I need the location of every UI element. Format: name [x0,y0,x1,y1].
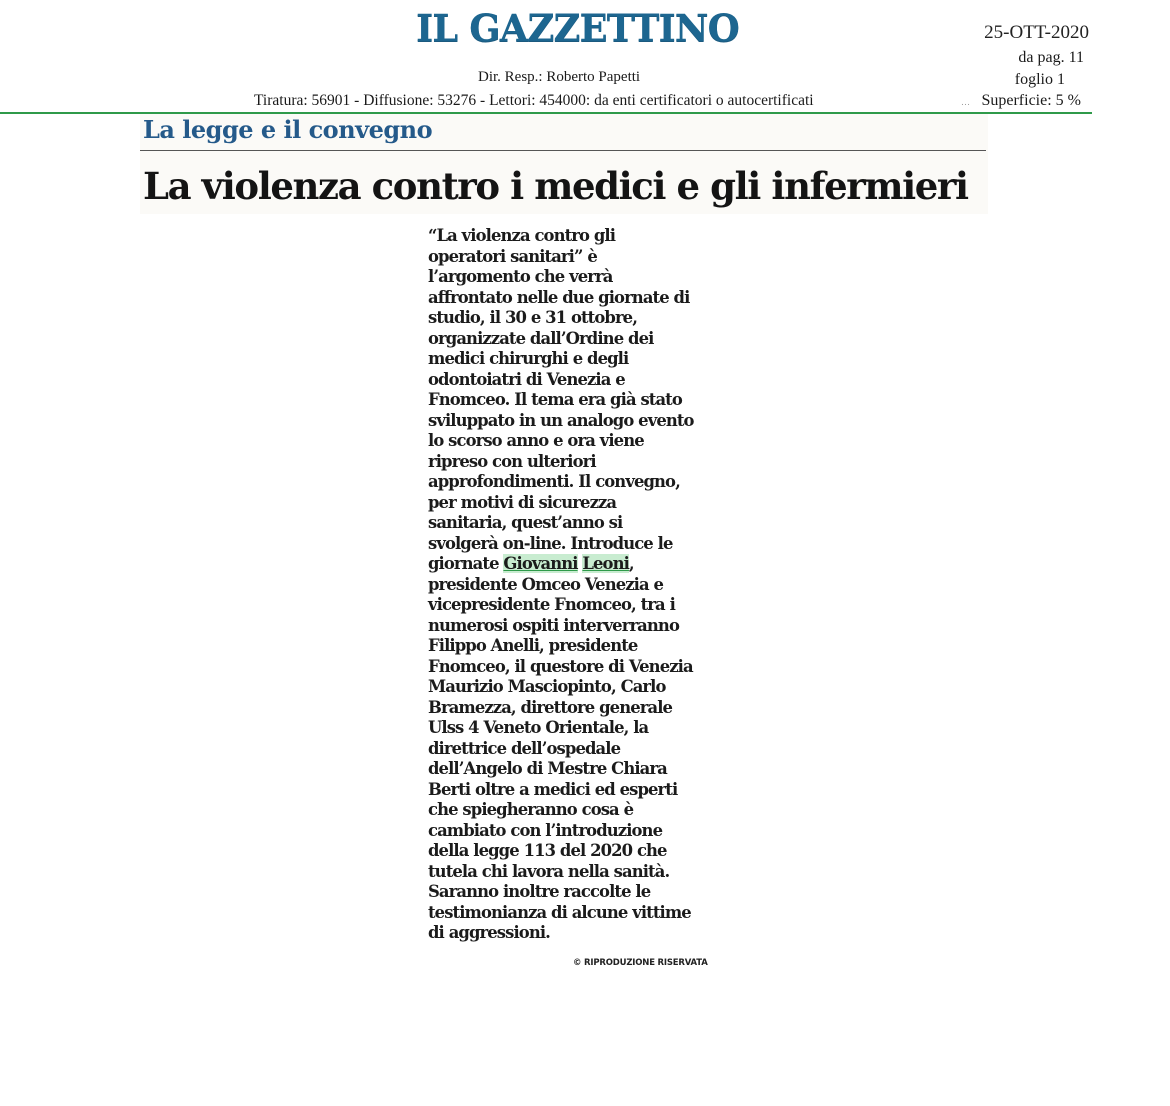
copyright-notice: © RIPRODUZIONE RISERVATA [573,958,708,968]
body-line: Bramezza, direttore generale [428,697,673,717]
body-line: organizzate dall’Ordine dei [428,328,654,348]
article-kicker: La legge e il convegno [143,115,433,144]
highlighted-name-last: Leoni [582,554,629,573]
body-line: l’argomento che verrà [428,267,613,286]
body-line: numerosi ospiti interverranno [428,615,679,635]
body-line: “La violenza contro gli [428,226,616,245]
body-line: di aggressioni. [428,923,550,942]
body-line: ripreso con ulteriori [428,451,596,471]
body-line: sviluppato in un analogo evento [428,410,694,430]
small-mark: … [961,97,970,107]
article-headline: La violenza contro i medici e gli infermieri [143,164,968,208]
masthead: IL GAZZETTINO [416,6,739,50]
body-line: lo scorso anno e ora viene [428,431,644,450]
body-line: presidente Omceo Venezia e [428,574,664,594]
body-line-highlight [428,554,718,575]
highlight-prefix: giornate [428,554,504,573]
body-line: cambiato con l’introduzione [428,820,663,840]
director-line: Dir. Resp.: Roberto Papetti [478,69,641,85]
body-line: tutela chi lavora nella sanità. [428,861,670,881]
body-line: operatori sanitari” è [428,246,597,266]
page-number: da pag. 11 [1018,49,1084,66]
body-line: direttrice dell’ospedale [428,738,621,758]
body-line: Fnomceo. Il tema era già stato [428,390,682,409]
surface-line: Superficie: 5 % [981,92,1081,109]
circulation-line: Tiratura: 56901 - Diffusione: 53276 - Lettori: 454000: da enti certificatori o autocertificati [254,92,814,109]
body-line: odontoiatri di Venezia e [428,369,625,389]
body-line: studio, il 30 e 31 ottobre, [428,308,638,327]
body-line: Maurizio Masciopinto, Carlo [428,677,666,696]
body-line: vicepresidente Fnomceo, tra i [428,595,675,614]
publication-date: 25-OTT-2020 [984,22,1089,43]
body-line: della legge 113 del 2020 che [428,841,667,860]
body-line: Ulss 4 Veneto Orientale, la [428,718,649,737]
body-line: Saranno inoltre raccolte le [428,882,651,901]
article-body [428,226,718,944]
kicker-rule [140,150,986,151]
highlight-suffix: , [628,554,634,573]
body-line: Filippo Anelli, presidente [428,636,638,655]
body-line: affrontato nelle due giornate di [428,287,690,307]
body-line: sanitaria, quest’anno si [428,513,623,532]
body-line: Berti oltre a medici ed esperti [428,779,678,799]
body-line: che spiegheranno cosa è [428,800,634,819]
body-line: Fnomceo, il questore di Venezia [428,656,693,676]
body-line: approfondimenti. Il convegno, [428,472,680,491]
body-line: svolgerà on-line. Introduce le [428,533,673,553]
body-line: per motivi di sicurezza [428,492,617,512]
sheet-number: foglio 1 [1014,71,1065,88]
body-line: medici chirurghi e degli [428,349,629,368]
highlighted-name-first: Giovanni [503,554,578,573]
body-line: testimonianza di alcune vittime [428,902,691,922]
body-line: dell’Angelo di Mestre Chiara [428,759,667,778]
